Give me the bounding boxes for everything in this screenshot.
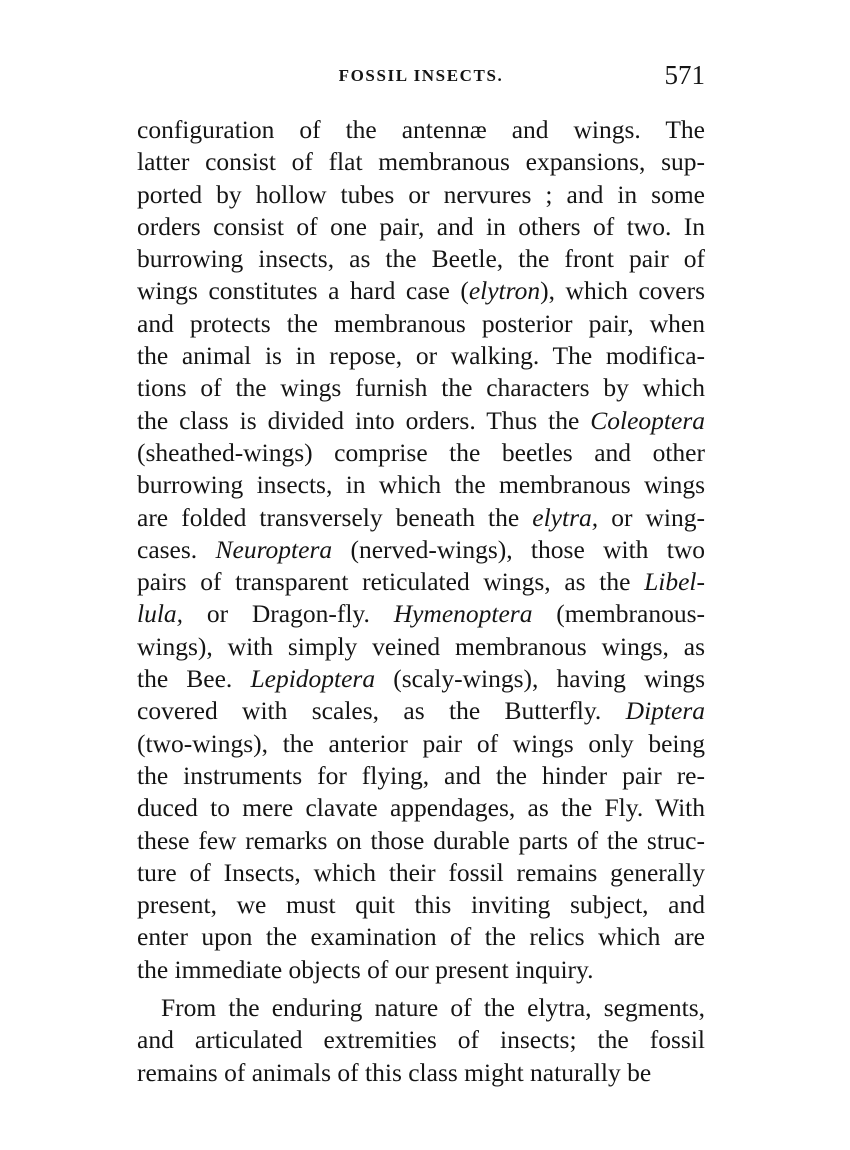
text-run: ported by hollow tubes or nervures ; and in some — [137, 179, 705, 209]
text-run: the immediate objects of our present inquiry. — [137, 954, 594, 984]
text-run: From the enduring nature of the elytra, segments, — [161, 993, 705, 1023]
text-run: (nerved-wings), those with two — [332, 534, 705, 564]
text-line — [137, 340, 705, 372]
text-run: duced to mere clavate appendages, as the Fly. With — [137, 793, 705, 823]
text-run: and protects the membranous posterior pair, when — [137, 308, 705, 338]
text-line — [137, 889, 705, 921]
text-run: burrowing insects, as the Beetle, the front pair of — [137, 244, 705, 274]
text-run: tions of the wings furnish the characters by which — [137, 373, 705, 403]
text-line — [137, 695, 705, 727]
text-line — [137, 566, 705, 598]
text-line — [137, 437, 705, 469]
text-line — [137, 405, 705, 437]
italic-term: Diptera — [625, 696, 705, 726]
italic-term: Lepidoptera — [250, 664, 376, 694]
text-line — [137, 921, 705, 953]
text-run: or wing- — [598, 502, 705, 532]
text-run: the class is divided into orders. Thus the — [137, 405, 591, 435]
text-run: (two-wings), the anterior pair of wings only being — [137, 728, 705, 758]
italic-term: Neuroptera — [215, 534, 333, 564]
text-run: (sheathed-wings) comprise the beetles and other — [137, 437, 705, 467]
text-run: (scaly-wings), having wings — [375, 664, 705, 694]
paragraph — [137, 114, 705, 986]
text-line — [137, 275, 705, 307]
text-line — [137, 179, 705, 211]
text-run: burrowing insects, in which the membranous wings — [137, 470, 705, 500]
text-line — [137, 728, 705, 760]
text-line — [137, 502, 705, 534]
text-run: cases. — [137, 534, 216, 564]
text-run: remains of animals of this class might naturally be — [137, 1057, 652, 1087]
text-line — [137, 534, 705, 566]
text-run: pairs of transparent reticulated wings, as the — [137, 567, 645, 597]
text-run: latter consist of flat membranous expansions, sup- — [137, 147, 705, 177]
text-line — [137, 114, 705, 146]
text-run: configuration of the antennæ and wings. The — [137, 115, 705, 144]
text-run: these few remarks on those durable parts of the struc- — [137, 825, 705, 855]
paragraph — [137, 992, 705, 1089]
italic-term: Libel- — [644, 567, 705, 597]
italic-term: lula, — [137, 599, 184, 629]
text-run: the animal is in repose, or walking. The modifica- — [137, 341, 705, 371]
text-run: the Bee. — [137, 664, 251, 694]
text-line — [137, 1024, 705, 1056]
text-run: ture of Insects, which their fossil remains generally — [137, 857, 705, 887]
page-number: 571 — [664, 60, 705, 90]
text-run: (membranous- — [532, 599, 705, 629]
text-line — [137, 211, 705, 243]
running-head-title: FOSSIL INSECTS. — [338, 66, 504, 85]
text-line — [137, 954, 705, 986]
text-run: are folded transversely beneath the — [137, 502, 533, 532]
text-run: or Dragon-fly. — [183, 599, 394, 629]
text-run: covered with scales, as the Butterfly. — [137, 696, 626, 726]
text-line — [137, 663, 705, 695]
text-line — [137, 243, 705, 275]
italic-term: Hymenoptera — [393, 599, 533, 629]
text-line — [137, 825, 705, 857]
italic-term: elytra, — [532, 502, 599, 532]
text-line — [137, 792, 705, 824]
body-text — [137, 114, 705, 1089]
text-line — [137, 146, 705, 178]
running-head — [137, 60, 705, 96]
italic-term: Coleoptera — [590, 405, 705, 435]
text-line — [137, 372, 705, 404]
text-line — [137, 992, 705, 1024]
italic-term: elytron — [468, 276, 541, 306]
text-run: wings), with simply veined membranous wings, as — [137, 631, 705, 661]
text-run: wings constitutes a hard case ( — [137, 276, 469, 306]
text-line — [137, 308, 705, 340]
text-run: and articulated extremities of insects; the fossil — [137, 1025, 705, 1055]
text-run: enter upon the examination of the relics which are — [137, 922, 705, 952]
text-line — [137, 469, 705, 501]
text-line — [137, 760, 705, 792]
text-line — [137, 598, 705, 630]
text-run: the instruments for flying, and the hinder pair re- — [137, 760, 705, 790]
text-run: ), which covers — [540, 276, 705, 306]
text-run: orders consist of one pair, and in others of two. In — [137, 211, 705, 241]
text-line — [137, 1057, 705, 1089]
text-run: present, we must quit this inviting subject, and — [137, 890, 705, 920]
text-line — [137, 631, 705, 663]
text-line — [137, 857, 705, 889]
